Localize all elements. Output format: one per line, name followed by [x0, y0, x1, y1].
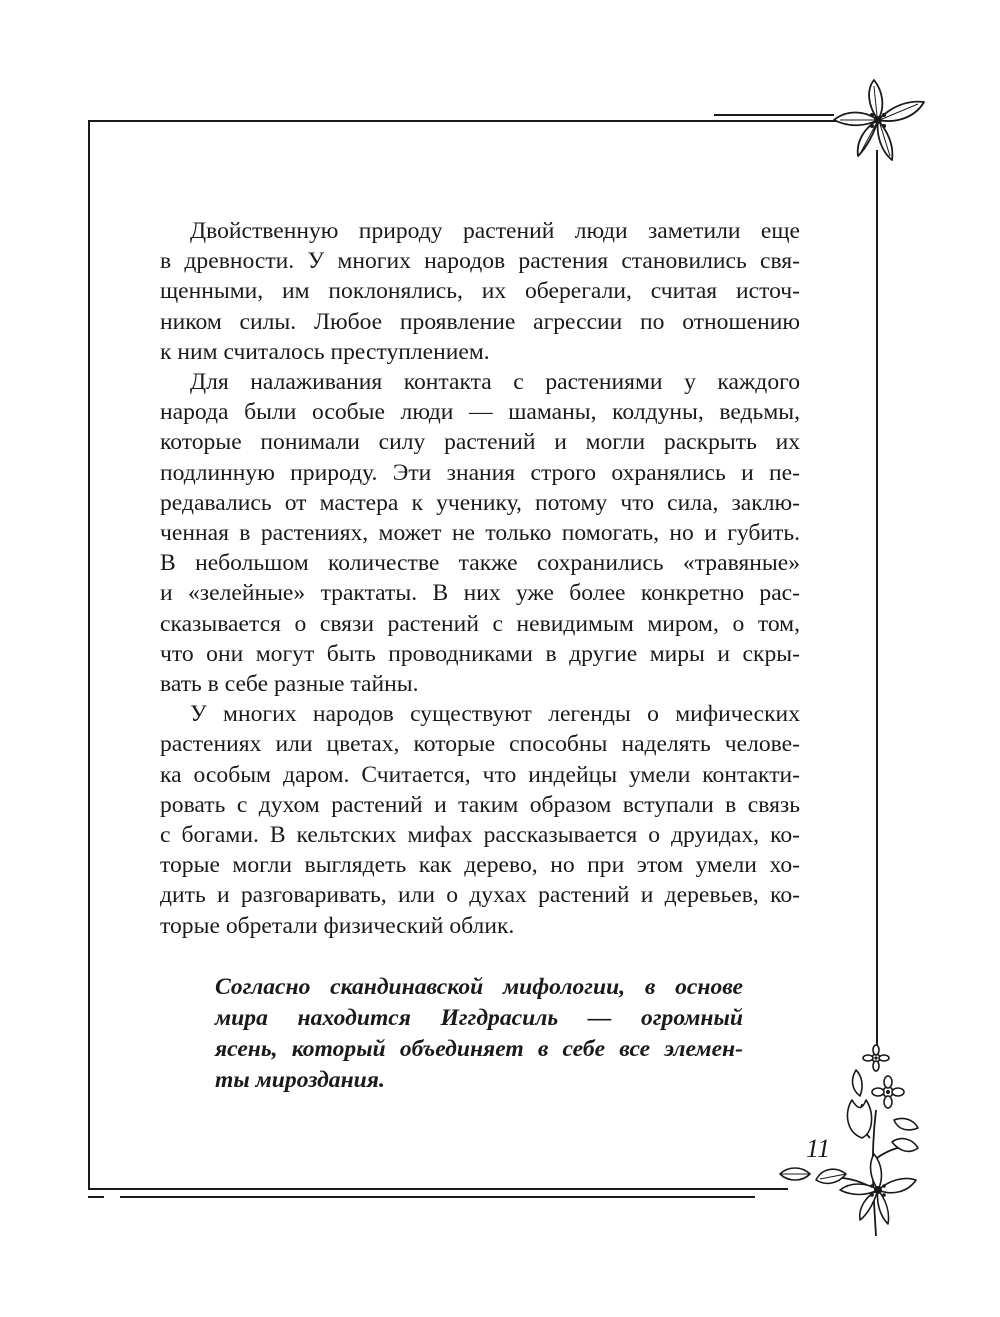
- text-line: растениях или цветах, которые способны наделять челове-: [160, 731, 800, 758]
- text-line: торые обретали физический облик.: [160, 912, 515, 939]
- text-line: и «зелейные» трактаты. В них уже более конкретно рас-: [160, 580, 800, 607]
- text-line: подлинную природу. Эти знания строго охранялись и пе-: [160, 459, 800, 486]
- lily-flower-icon: [826, 76, 936, 168]
- text-line: которые понимали силу растений и могли раскрыть их: [160, 429, 800, 456]
- text-line: в древности. У многих народов растения становились свя-: [160, 248, 800, 275]
- quote-line: ты мироздания.: [215, 1067, 385, 1093]
- quote-block: [215, 972, 743, 1096]
- quote-line: ясень, который объединяет в себе все элемен-: [215, 1036, 743, 1062]
- body-text: [160, 216, 800, 941]
- text-line: с богами. В кельтских мифах рассказывается о друидах, ко-: [160, 822, 800, 849]
- frame-top-line-accent: [714, 114, 834, 116]
- frame-top-line: [88, 120, 838, 122]
- frame-bottom-dash: [88, 1196, 104, 1198]
- text-line: вать в себе разные тайны.: [160, 671, 419, 698]
- text-line: ником силы. Любое проявление агрессии по отношению: [160, 308, 800, 335]
- text-line: ка особым даром. Считается, что индейцы умели контакти-: [160, 761, 800, 788]
- text-line: к ним считалось преступлением.: [160, 338, 490, 365]
- text-line: торые могли выглядеть как дерево, но при этом умели хо-: [160, 852, 800, 879]
- frame-right-line: [876, 150, 878, 1055]
- frame-left-line: [88, 120, 90, 1190]
- text-line: В небольшом количестве также сохранились «травяные»: [160, 550, 800, 577]
- text-line: ченная в растениях, может не только помогать, но и губить.: [160, 520, 800, 547]
- text-line: Двойственную природу растений люди заметили еще: [190, 218, 800, 244]
- text-line: щенными, им поклонялись, их оберегали, считая источ-: [160, 278, 800, 305]
- flower-bouquet-icon: [770, 1040, 930, 1240]
- text-line: народа были особые люди — шаманы, колдуны, ведьмы,: [160, 399, 800, 426]
- frame-bottom-line-accent: [120, 1196, 755, 1198]
- page-number: 11: [806, 1134, 831, 1163]
- frame-bottom-line: [88, 1188, 788, 1190]
- quote-line: Согласно скандинавской мифологии, в основе: [215, 974, 743, 1000]
- text-line: сказывается о связи растений с невидимым миром, о том,: [160, 610, 800, 637]
- text-line: редавались от мастера к ученику, потому что сила, заклю-: [160, 489, 800, 516]
- text-line: У многих народов существуют легенды о мифических: [190, 701, 800, 728]
- quote-line: мира находится Иггдрасиль — огромный: [215, 1005, 743, 1031]
- text-line: что они могут быть проводниками в другие миры и скры-: [160, 640, 800, 667]
- text-line: Для налаживания контакта с растениями у каждого: [190, 369, 800, 396]
- text-line: дить и разговаривать, или о духах растений и деревьев, ко-: [160, 882, 800, 909]
- text-line: ровать с духом растений и таким образом вступали в связь: [160, 791, 800, 818]
